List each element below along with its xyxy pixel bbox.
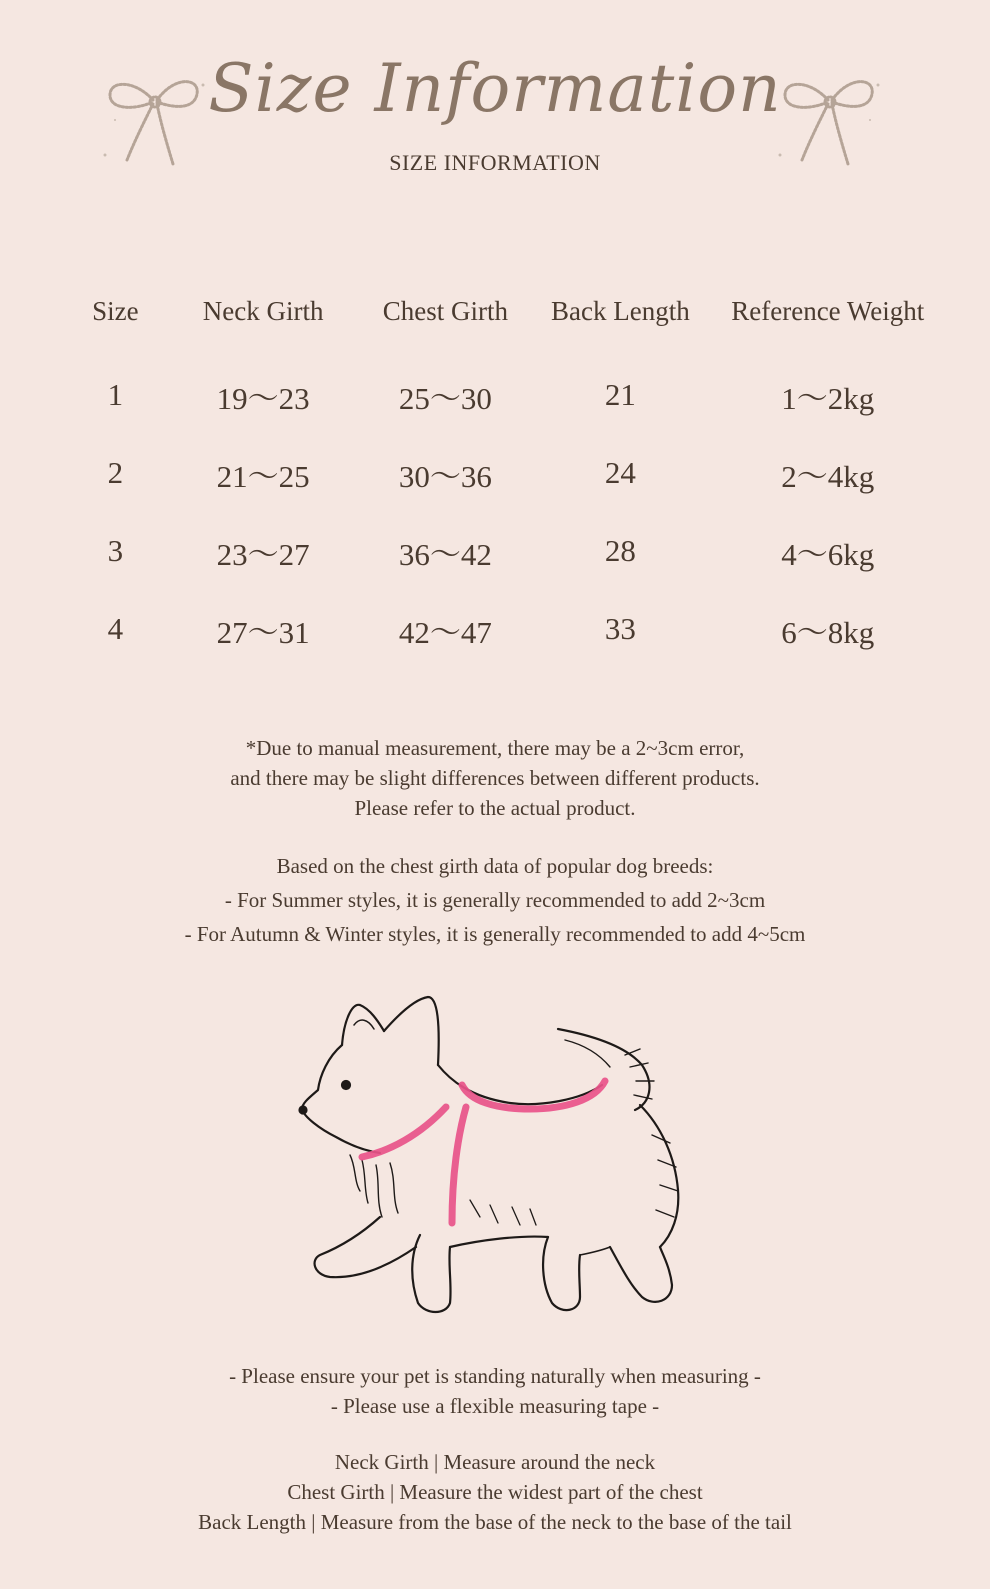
cell-reference-weight: 6～8kg — [781, 614, 875, 650]
measuring-instructions — [0, 1361, 990, 1421]
note-line: and there may be slight differences between different products. — [230, 766, 760, 790]
cell-chest-girth: 30～36 — [398, 458, 492, 494]
bow-icon — [770, 60, 890, 180]
cell-chest-girth: 36～42 — [398, 536, 492, 572]
measurement-definitions — [0, 1447, 990, 1537]
cell-chest-girth: 42～47 — [398, 614, 492, 650]
script-title: Size Information — [208, 50, 782, 127]
cell-back-length: 28 — [604, 533, 636, 568]
cell-neck-girth: 19～23 — [216, 380, 310, 416]
header-back-length: Back Length — [551, 295, 690, 326]
cell-size: 3 — [107, 533, 124, 568]
cell-size: 1 — [107, 377, 124, 412]
header-neck-girth: Neck Girth — [202, 295, 324, 326]
cell-back-length: 24 — [604, 455, 636, 490]
subtitle: SIZE INFORMATION — [389, 150, 601, 175]
definition-neck-girth: Neck Girth | Measure around the neck — [334, 1450, 656, 1474]
dog-illustration — [280, 985, 720, 1330]
cell-reference-weight: 1～2kg — [781, 380, 875, 416]
note-line: *Due to manual measurement, there may be a 2~3cm error, — [245, 736, 745, 760]
breed-recommendation-note — [0, 849, 990, 951]
table-row — [60, 590, 950, 668]
note-line: Please refer to the actual product. — [354, 796, 636, 820]
cell-reference-weight: 4～6kg — [781, 536, 875, 572]
header-reference-weight: Reference Weight — [731, 295, 925, 326]
cell-back-length: 33 — [604, 611, 636, 646]
note-line: - Please ensure your pet is standing naturally when measuring - — [229, 1364, 761, 1388]
note-line: Based on the chest girth data of popular dog breeds: — [276, 854, 714, 878]
cell-reference-weight: 2～4kg — [781, 458, 875, 494]
definition-back-length: Back Length | Measure from the base of the neck to the base of the tail — [198, 1510, 792, 1534]
table-header-row — [60, 285, 950, 337]
cell-back-length: 21 — [604, 377, 636, 412]
cell-neck-girth: 23～27 — [216, 536, 310, 572]
cell-neck-girth: 27～31 — [216, 614, 310, 650]
measurement-error-note — [0, 733, 990, 823]
table-row — [60, 337, 950, 434]
size-table — [60, 285, 950, 668]
note-line: - For Autumn & Winter styles, it is generally recommended to add 4~5cm — [184, 922, 806, 946]
cell-size: 4 — [107, 611, 124, 646]
header-size: Size — [92, 295, 139, 326]
cell-neck-girth: 21～25 — [216, 458, 310, 494]
cell-chest-girth: 25～30 — [398, 380, 492, 416]
cell-size: 2 — [107, 455, 124, 490]
note-line: - Please use a flexible measuring tape - — [330, 1394, 660, 1418]
header-chest-girth: Chest Girth — [382, 295, 508, 326]
definition-chest-girth: Chest Girth | Measure the widest part of the chest — [287, 1480, 703, 1504]
table-row — [60, 434, 950, 512]
header — [0, 30, 990, 190]
table-row — [60, 512, 950, 590]
note-line: - For Summer styles, it is generally recommended to add 2~3cm — [224, 888, 766, 912]
